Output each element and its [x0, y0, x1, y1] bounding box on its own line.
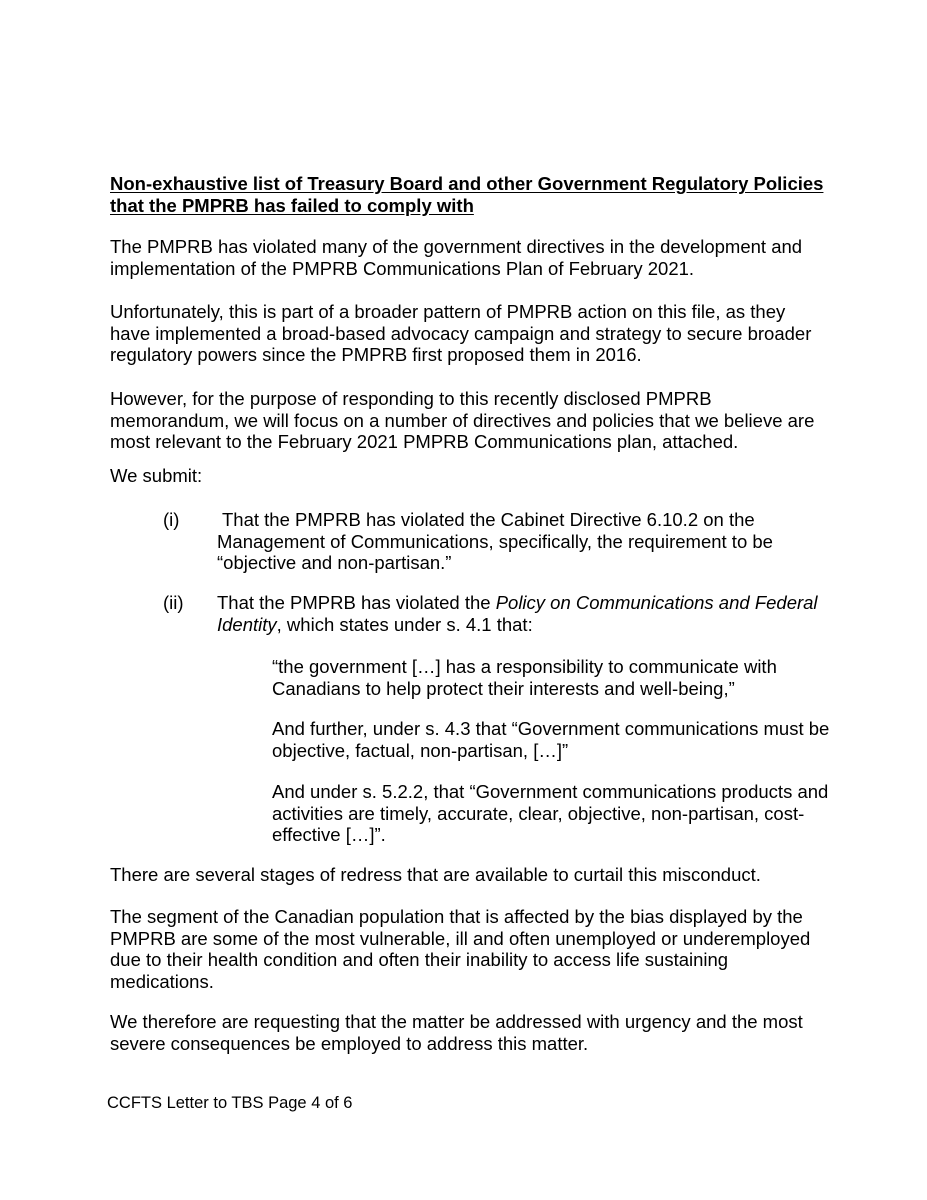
quote-section-4-1: “the government […] has a responsibility to communicate with Canadians to help protect their interests and well-being,” [272, 656, 777, 699]
policy-title: Policy on Communications and Federal Identity [217, 592, 818, 635]
list-text-ii [217, 592, 827, 635]
list-item-ii [0, 592, 927, 638]
paragraph-redress: There are several stages of redress that are available to curtail this misconduct. [110, 864, 761, 885]
list-number-ii: (ii) [163, 592, 184, 613]
quote-section-4-3: And further, under s. 4.3 that “Government communications must be objective, factual, non-partisan, […]” [272, 718, 830, 761]
quote-section-5-2-2: And under s. 5.2.2, that “Government communications products and activities are timely, accurate, clear, objective, non-partisan, cost-effective […]”. [272, 781, 829, 845]
list-text-ii-end: , which states under s. 4.1 that: [276, 613, 533, 635]
paragraph-violations: The PMPRB has violated many of the government directives in the development and implementation of the PMPRB Communications Plan of February 2021. [110, 236, 803, 279]
paragraph-we-submit: We submit: [110, 465, 203, 486]
list-text-ii-start: That the PMPRB has violated the [217, 592, 496, 613]
page-footer: CCFTS Letter to TBS Page 4 of 6 [107, 1094, 353, 1112]
paragraph-broader-pattern: Unfortunately, this is part of a broader pattern of PMPRB action on this file, as they have implemented a broad-based advocacy campaign and strategy to secure broader regulatory powers since the PMPRB first proposed them in 2016. [110, 301, 812, 365]
list-text-i: That the PMPRB has violated the Cabinet Directive 6.10.2 on the Management of Communications, specifically, the requirement to be “objective and non-partisan.” [217, 509, 773, 573]
paragraph-affected-population: The segment of the Canadian population that is affected by the bias displayed by the PMPRB are some of the most vulnerable, ill and often unemployed or underemployed due to their health condition and often their inability to access life sustaining medications. [110, 906, 811, 992]
paragraph-request: We therefore are requesting that the matter be addressed with urgency and the most severe consequences be employed to address this matter. [110, 1011, 803, 1054]
paragraph-purpose: However, for the purpose of responding to this recently disclosed PMPRB memorandum, we will focus on a number of directives and policies that we believe are most relevant to the February 2021 PMPRB Communications plan, attached. [110, 388, 815, 452]
document-heading: Non-exhaustive list of Treasury Board and other Government Regulatory Policies that the PMPRB has failed to comply with [110, 173, 824, 216]
list-number-i: (i) [163, 509, 180, 530]
list-item-i [0, 509, 927, 579]
